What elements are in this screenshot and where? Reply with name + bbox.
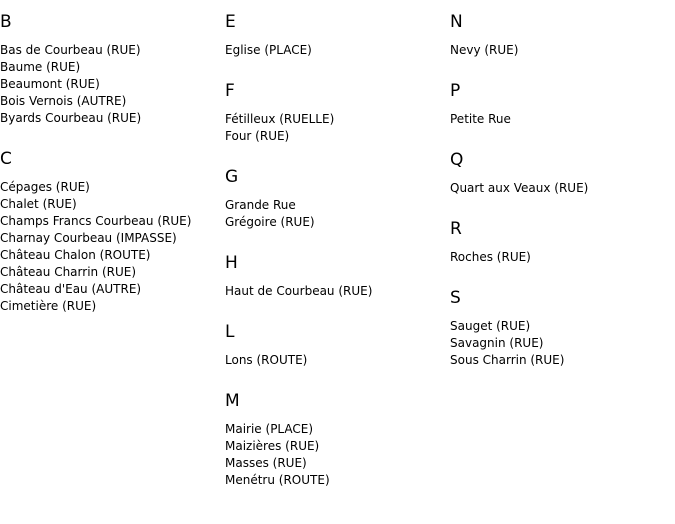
letter-heading: L — [225, 322, 235, 342]
street-list — [450, 32, 675, 69]
street-link[interactable]: Bois Vernois (AUTRE) — [0, 94, 127, 108]
street-link[interactable]: Mairie (PLACE) — [225, 422, 314, 436]
street-link[interactable]: Savagnin (RUE) — [450, 336, 544, 350]
street-link[interactable]: Roches (RUE) — [450, 250, 531, 264]
street-link[interactable]: Château d'Eau (AUTRE) — [0, 282, 142, 296]
letter-group — [225, 310, 450, 379]
street-list — [450, 170, 675, 207]
letter-group — [225, 241, 450, 310]
street-link[interactable]: Sauget (RUE) — [450, 319, 531, 333]
letter-group — [225, 379, 450, 499]
street-link[interactable]: Baume (RUE) — [0, 60, 81, 74]
street-list — [450, 239, 675, 276]
street-link[interactable]: Chalet (RUE) — [0, 197, 77, 211]
street-link[interactable]: Quart aux Veaux (RUE) — [450, 181, 589, 195]
letter-heading: E — [225, 12, 236, 32]
street-link[interactable]: Four (RUE) — [225, 129, 290, 143]
street-link[interactable]: Grande Rue — [225, 198, 296, 212]
index-column — [450, 0, 675, 379]
street-link[interactable]: Château Charrin (RUE) — [0, 265, 137, 279]
letter-group — [450, 138, 675, 207]
street-link[interactable]: Cimetière (RUE) — [0, 299, 97, 313]
street-link[interactable]: Haut de Courbeau (RUE) — [225, 284, 373, 298]
street-link[interactable]: Byards Courbeau (RUE) — [0, 111, 142, 125]
street-link[interactable]: Eglise (PLACE) — [225, 43, 312, 57]
street-list — [0, 32, 225, 137]
letter-heading: M — [225, 391, 240, 411]
letter-heading: N — [450, 12, 463, 32]
street-link[interactable]: Lons (ROUTE) — [225, 353, 308, 367]
street-link[interactable]: Cépages (RUE) — [0, 180, 90, 194]
street-link[interactable]: Fétilleux (RUELLE) — [225, 112, 335, 126]
letter-group — [450, 0, 675, 69]
index-column — [0, 0, 225, 325]
street-link[interactable]: Beaumont (RUE) — [0, 77, 100, 91]
street-link[interactable]: Sous Charrin (RUE) — [450, 353, 565, 367]
letter-group — [225, 0, 450, 69]
street-list — [225, 411, 450, 499]
street-list — [225, 273, 450, 310]
letter-heading: Q — [450, 150, 464, 170]
letter-group — [0, 0, 225, 137]
street-link[interactable]: Grégoire (RUE) — [225, 215, 315, 229]
letter-heading: C — [0, 149, 12, 169]
letter-group — [225, 155, 450, 241]
letter-heading: G — [225, 167, 239, 187]
street-link[interactable]: Château Chalon (ROUTE) — [0, 248, 151, 262]
letter-group — [450, 69, 675, 138]
street-link[interactable]: Masses (RUE) — [225, 456, 307, 470]
street-list — [225, 101, 450, 155]
street-link[interactable]: Menétru (ROUTE) — [225, 473, 330, 487]
street-link[interactable]: Champs Francs Courbeau (RUE) — [0, 214, 192, 228]
index-column — [225, 0, 450, 499]
letter-group — [0, 137, 225, 325]
street-list — [450, 101, 675, 138]
street-link[interactable]: Bas de Courbeau (RUE) — [0, 43, 141, 57]
street-list — [225, 187, 450, 241]
letter-group — [450, 276, 675, 379]
street-link[interactable]: Charnay Courbeau (IMPASSE) — [0, 231, 177, 245]
street-link[interactable]: Nevy (RUE) — [450, 43, 519, 57]
letter-heading: P — [450, 81, 461, 101]
street-list — [0, 169, 225, 325]
street-link[interactable]: Maizières (RUE) — [225, 439, 320, 453]
letter-group — [450, 207, 675, 276]
letter-group — [225, 69, 450, 155]
letter-heading: B — [0, 12, 12, 32]
street-list — [225, 32, 450, 69]
street-list — [450, 308, 675, 379]
street-link[interactable]: Petite Rue — [450, 112, 511, 126]
letter-heading: S — [450, 288, 461, 308]
letter-heading: F — [225, 81, 235, 101]
letter-heading: H — [225, 253, 238, 273]
letter-heading: R — [450, 219, 462, 239]
street-list — [225, 342, 450, 379]
